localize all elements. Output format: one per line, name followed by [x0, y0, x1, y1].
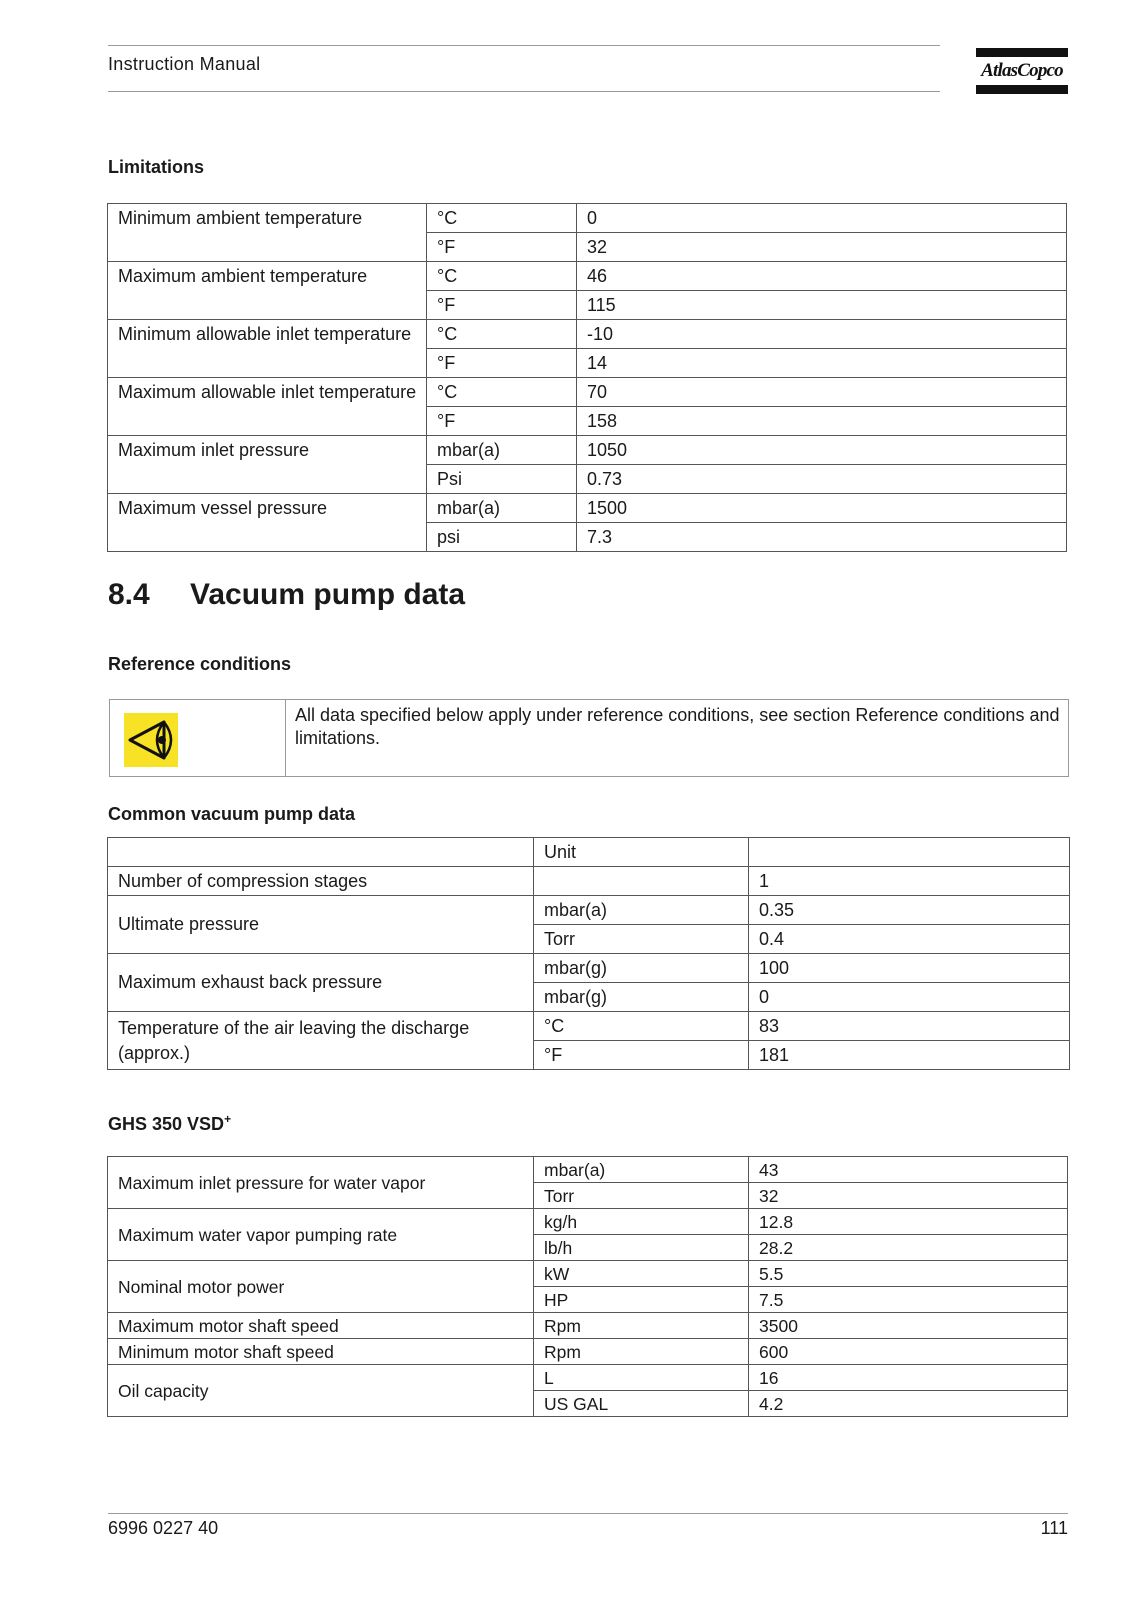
- value-cell: 1050: [577, 436, 1067, 465]
- row-label: Nominal motor power: [108, 1261, 534, 1313]
- unit-cell: mbar(a): [427, 436, 577, 465]
- row-label: Maximum motor shaft speed: [108, 1313, 534, 1339]
- limitations-heading: Limitations: [108, 157, 205, 177]
- row-label: Maximum exhaust back pressure: [108, 954, 534, 1012]
- common-row: [108, 896, 1070, 925]
- reference-heading: Reference conditions: [108, 654, 292, 674]
- value-cell: 3500: [749, 1313, 1068, 1339]
- value-cell: 0.73: [577, 465, 1067, 494]
- limitations-row: [108, 320, 1067, 349]
- value-cell: 46: [577, 262, 1067, 291]
- limitations-row: [108, 204, 1067, 233]
- value-cell: 83: [749, 1012, 1070, 1041]
- common-header-row: [108, 838, 1070, 867]
- value-cell: 181: [749, 1041, 1070, 1070]
- header-cell: Unit: [534, 838, 749, 867]
- value-cell: 28.2: [749, 1235, 1068, 1261]
- value-cell: 7.3: [577, 523, 1067, 552]
- footer-page-number: 111: [1040, 1518, 1068, 1538]
- value-cell: -10: [577, 320, 1067, 349]
- value-cell: 43: [749, 1157, 1068, 1183]
- unit-cell: [534, 867, 749, 896]
- ghs-heading: [108, 1112, 231, 1135]
- unit-cell: mbar(a): [534, 896, 749, 925]
- value-cell: 600: [749, 1339, 1068, 1365]
- unit-cell: lb/h: [534, 1235, 749, 1261]
- unit-cell: Torr: [534, 925, 749, 954]
- ghs-row: [108, 1209, 1068, 1235]
- unit-cell: Torr: [534, 1183, 749, 1209]
- row-label: Maximum vessel pressure: [108, 494, 427, 552]
- logo-text: AtlasCopco: [981, 60, 1063, 81]
- footer-rule: [108, 1513, 1068, 1514]
- value-cell: 14: [577, 349, 1067, 378]
- value-cell: 0: [577, 204, 1067, 233]
- unit-cell: L: [534, 1365, 749, 1391]
- unit-cell: mbar(g): [534, 954, 749, 983]
- row-label: Maximum ambient temperature: [108, 262, 427, 320]
- common-row: [108, 867, 1070, 896]
- limitations-row: [108, 378, 1067, 407]
- reference-box-divider: [285, 700, 286, 776]
- row-label: Maximum allowable inlet temperature: [108, 378, 427, 436]
- limitations-row: [108, 436, 1067, 465]
- eye-icon: [124, 713, 178, 767]
- common-row: [108, 954, 1070, 983]
- value-cell: 32: [577, 233, 1067, 262]
- section-title-text: Vacuum pump data: [190, 578, 466, 611]
- value-cell: 12.8: [749, 1209, 1068, 1235]
- row-label: Maximum inlet pressure: [108, 436, 427, 494]
- unit-cell: °F: [427, 349, 577, 378]
- row-label: Maximum water vapor pumping rate: [108, 1209, 534, 1261]
- value-cell: 5.5: [749, 1261, 1068, 1287]
- ghs-heading-sup: +: [224, 1112, 232, 1126]
- row-label: Number of compression stages: [108, 867, 534, 896]
- reference-note-box: [109, 699, 1069, 777]
- section-number: 8.4: [108, 578, 150, 611]
- section-title: [108, 578, 465, 612]
- limitations-table: [107, 203, 1067, 552]
- common-heading: Common vacuum pump data: [108, 804, 356, 824]
- unit-cell: Psi: [427, 465, 577, 494]
- unit-cell: Rpm: [534, 1339, 749, 1365]
- unit-cell: kW: [534, 1261, 749, 1287]
- ghs-data-table: [107, 1156, 1068, 1417]
- value-cell: 0.4: [749, 925, 1070, 954]
- row-label: Oil capacity: [108, 1365, 534, 1417]
- ghs-row: [108, 1261, 1068, 1287]
- unit-cell: Rpm: [534, 1313, 749, 1339]
- value-cell: 1: [749, 867, 1070, 896]
- unit-cell: °C: [427, 320, 577, 349]
- ghs-row: [108, 1157, 1068, 1183]
- unit-cell: US GAL: [534, 1391, 749, 1417]
- common-data-table: [107, 837, 1070, 1070]
- unit-cell: °F: [534, 1041, 749, 1070]
- header-top-rule: [108, 45, 940, 46]
- unit-cell: °C: [427, 262, 577, 291]
- row-label: Minimum motor shaft speed: [108, 1339, 534, 1365]
- row-label: Minimum allowable inlet temperature: [108, 320, 427, 378]
- header-title: Instruction Manual: [108, 54, 261, 74]
- value-cell: 16: [749, 1365, 1068, 1391]
- value-cell: 158: [577, 407, 1067, 436]
- row-label: Minimum ambient temperature: [108, 204, 427, 262]
- unit-cell: kg/h: [534, 1209, 749, 1235]
- row-label: Maximum inlet pressure for water vapor: [108, 1157, 534, 1209]
- unit-cell: °F: [427, 407, 577, 436]
- value-cell: 115: [577, 291, 1067, 320]
- value-cell: 100: [749, 954, 1070, 983]
- footer-doc-number: 6996 0227 40: [108, 1518, 219, 1538]
- value-cell: 7.5: [749, 1287, 1068, 1313]
- unit-cell: mbar(a): [534, 1157, 749, 1183]
- atlas-copco-logo: [976, 48, 1068, 94]
- value-cell: 32: [749, 1183, 1068, 1209]
- common-row: [108, 1012, 1070, 1041]
- value-cell: 0: [749, 983, 1070, 1012]
- logo-top-bar: [976, 48, 1068, 57]
- unit-cell: °F: [427, 291, 577, 320]
- unit-cell: °C: [427, 378, 577, 407]
- unit-cell: psi: [427, 523, 577, 552]
- unit-cell: °C: [427, 204, 577, 233]
- ghs-row: [108, 1339, 1068, 1365]
- unit-cell: mbar(g): [534, 983, 749, 1012]
- unit-cell: °F: [427, 233, 577, 262]
- ghs-heading-text: GHS 350 VSD: [108, 1114, 225, 1134]
- unit-cell: mbar(a): [427, 494, 577, 523]
- row-label: Temperature of the air leaving the discharge (approx.): [108, 1012, 534, 1070]
- reference-note-text: All data specified below apply under reference conditions, see section Reference conditions and limitations.: [295, 705, 1060, 748]
- limitations-row: [108, 262, 1067, 291]
- logo-bottom-bar: [976, 85, 1068, 94]
- unit-cell: HP: [534, 1287, 749, 1313]
- limitations-row: [108, 494, 1067, 523]
- unit-cell: °C: [534, 1012, 749, 1041]
- value-cell: 4.2: [749, 1391, 1068, 1417]
- value-cell: 70: [577, 378, 1067, 407]
- header-cell: [749, 838, 1070, 867]
- header-bottom-rule: [108, 91, 940, 92]
- ghs-row: [108, 1365, 1068, 1391]
- value-cell: 0.35: [749, 896, 1070, 925]
- row-label: Ultimate pressure: [108, 896, 534, 954]
- header-cell: [108, 838, 534, 867]
- ghs-row: [108, 1313, 1068, 1339]
- value-cell: 1500: [577, 494, 1067, 523]
